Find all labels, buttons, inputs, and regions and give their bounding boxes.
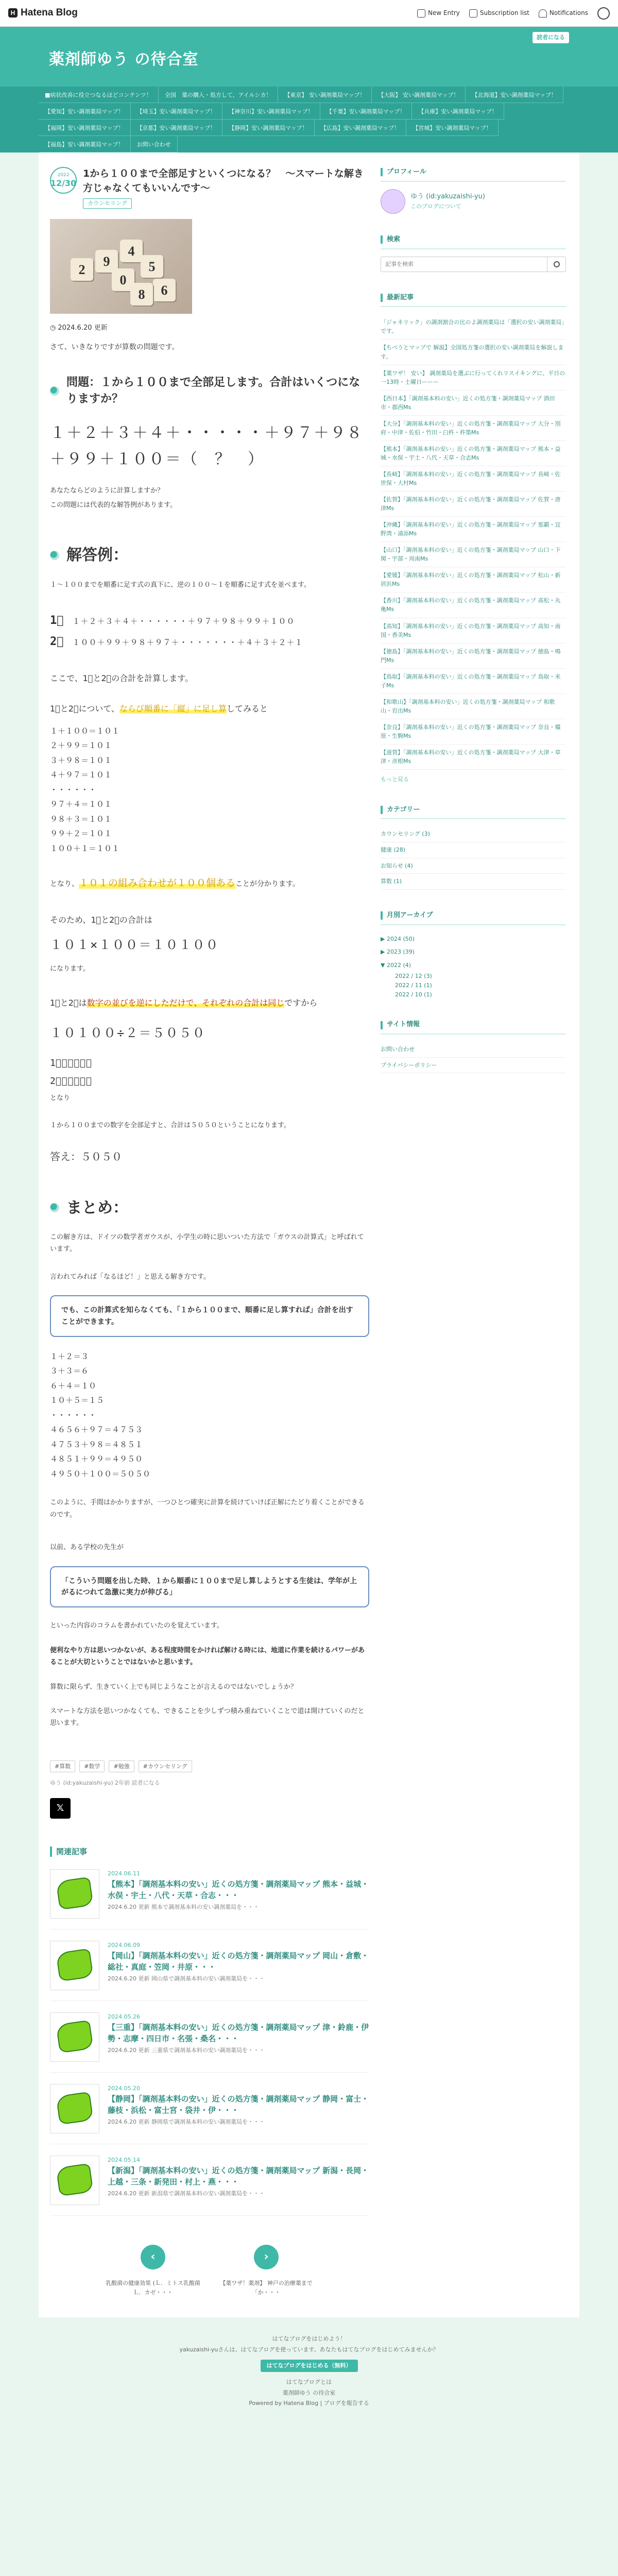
profile-avatar[interactable] <box>381 189 405 214</box>
recent-item[interactable]: 【奈良】「調剤基本料の安い」近くの処方箋・調剤薬局マップ 奈良・橿原・生駒Ms <box>381 719 566 744</box>
related-item[interactable] <box>50 2084 369 2144</box>
related-title[interactable]: 【岡山】「調剤基本料の安い」近くの処方箋・調剤薬局マップ 岡山・倉敷・総社・真庭・笠岡・井原・・・ <box>108 1951 369 1972</box>
dice-digit-4: 4 <box>120 240 143 262</box>
hatena-global-bar <box>0 0 618 27</box>
category-heading <box>381 805 566 820</box>
footer-powered-by: Powered by Hatena Blog | ブログを報告する <box>249 2400 369 2407</box>
pencil-icon <box>417 9 425 18</box>
archive-heading-text: 月別アーカイブ <box>387 911 433 919</box>
sum-row: ４９５０＋１００＝５０５０ <box>50 1469 151 1479</box>
recent-item[interactable]: 【薬ワザ！ 安い】 調剤薬局を選ぶに行ってくれリスイキングに、平日の一13時・土曜日ーーー <box>381 365 566 391</box>
pairs-highlight: １０１の組み合わせが１００個ある <box>79 877 236 889</box>
related-date: 2024.05.20 <box>108 2084 140 2092</box>
recent-item[interactable]: 【長崎】「調剤基本料の安い」近くの処方箋・調剤薬局マップ 長崎・佐世保・大村Ms <box>381 466 566 492</box>
answer-heading <box>50 544 369 567</box>
pair-row: ９７＋４＝１０１ <box>50 800 112 809</box>
nav-item[interactable]: 【埼玉】安い調剤薬局マップ！ <box>131 103 223 120</box>
total-tail: になります。 <box>50 965 90 973</box>
half-lead-highlight: 数字の並びを逆にしただけで、それぞれの合計は同じ <box>87 997 285 1008</box>
pairs-summary <box>50 874 369 892</box>
half-formula: １０１００÷２＝５０５０ <box>50 1026 206 1041</box>
site-info-link[interactable]: プライバシーポリシー <box>381 1058 566 1074</box>
archive-list <box>381 933 566 999</box>
summary-text-4: 以前、ある学校の先生が <box>50 1544 124 1552</box>
recent-item[interactable]: 【西日本】「調剤基本料の安い」近くの処方箋・調剤薬局マップ 酒田市・郡西Ms <box>381 391 566 416</box>
summary-text-1: この解き方は、ドイツの数学者ガウスが、小学生の時に思いついた方法で「ガウスの計算式」と呼ばれています。 <box>50 1233 364 1253</box>
related-item[interactable] <box>50 2156 369 2216</box>
sum-row: １＋２＝３ <box>50 1351 89 1361</box>
pairs-tail: ことが分かります。 <box>235 880 300 889</box>
related-date: 2024.05.14 <box>108 2156 140 2163</box>
recent-item[interactable]: 【滋賀】「調剤基本料の安い」近くの処方箋・調剤薬局マップ 大津・草津・彦根Ms <box>381 744 566 770</box>
nav-item[interactable]: 【愛知】安い調剤薬局マップ！ <box>39 103 131 120</box>
pair-row: ２＋９９＝１０１ <box>50 741 112 751</box>
heading-dot-icon <box>50 386 59 396</box>
heading-bar <box>381 1021 383 1029</box>
related-thumbnail <box>50 2156 99 2205</box>
archive-heading <box>381 910 566 925</box>
search-icon <box>554 261 560 267</box>
hatena-logo-text: Hatena Blog <box>21 7 78 19</box>
category-item[interactable]: お知らせ (4) <box>381 858 566 874</box>
archive-year[interactable]: ▶ 2023 (39) <box>381 948 415 956</box>
summary-text-6: 便利なやり方は思いつかないが、ある程度時間をかければ解ける時には、地道に作業を続けるパワーがあることが大切ということではないかと思います。 <box>50 1646 365 1667</box>
answer-text-2: ここで、1⃣と2⃣の合計を計算します。 <box>50 673 193 684</box>
date-year: 2022 <box>57 173 70 178</box>
nav-item[interactable]: お問い合わせ <box>131 136 178 152</box>
recent-item[interactable]: 【愛媛】「調剤基本料の安い」近くの処方箋・調剤薬局マップ 松山・新居浜Ms <box>381 567 566 592</box>
author-line: ゆう (id:yakuzaishi-yu) 2年前 読者になる <box>50 1780 160 1787</box>
related-desc: 2024.6.20 更新 三重県で調剤基本料の安い調剤薬局を・・・ <box>108 2046 265 2054</box>
summary-heading-text: まとめ： <box>66 1198 128 1217</box>
eyecatch-image <box>50 219 192 314</box>
then-text: そのため、1⃣と2⃣の合計は <box>50 914 152 925</box>
new-entry-link[interactable] <box>417 8 460 18</box>
blog-header <box>0 27 618 87</box>
subscribe-button[interactable]: 読者になる <box>533 32 569 43</box>
pair-row: ４＋９７＝１０１ <box>50 770 112 780</box>
date-month-day: 12/30 <box>50 178 77 188</box>
pair-row: ９９＋２＝１０１ <box>50 829 112 839</box>
tag-link[interactable]: #数学 <box>79 1760 105 1773</box>
footer-blog-title[interactable]: 薬剤師ゆう の待合室 <box>282 2389 336 2396</box>
map-shape-icon <box>56 2092 93 2125</box>
summary-text-2: 言われてみれば「なるほど！」と思える解き方です。 <box>50 1273 210 1281</box>
summary-heading <box>50 1197 369 1219</box>
tag-list <box>50 1760 369 1773</box>
category-item[interactable]: 算数 (1) <box>381 874 566 890</box>
equation-2-label: 2⃣ <box>50 635 64 649</box>
nav-item[interactable]: 【大阪】 安い調剤薬局マップ！ <box>372 87 466 103</box>
archive-month[interactable]: 2022 / 10 (1) <box>395 991 432 998</box>
profile-module <box>381 167 566 214</box>
question-heading <box>50 375 369 408</box>
pair-row: ・・・・・・ <box>50 785 97 794</box>
notifications-link[interactable] <box>539 8 588 18</box>
related-thumbnail <box>50 2012 99 2062</box>
related-date: 2024.06.09 <box>108 1941 140 1948</box>
map-shape-icon <box>56 1877 93 1910</box>
half-lead-1: 1⃣と2⃣は <box>50 997 87 1008</box>
recent-item[interactable]: 【山口】「調剤基本料の安い」近くの処方箋・調剤薬局マップ 山口・下関・宇部・周南Ms <box>381 542 566 567</box>
recent-module <box>381 293 566 784</box>
sidebar <box>381 152 566 2297</box>
user-avatar-icon[interactable] <box>597 7 610 20</box>
tag-link[interactable]: #勉強 <box>109 1760 134 1773</box>
nav-item[interactable]: 【福島】安い調剤薬局マップ！ <box>39 136 131 152</box>
recent-item[interactable]: 「ジャネリック」の調剤割合の比のよ調剤薬局は「選択の安い調剤薬局」です。 <box>381 314 566 340</box>
related-item[interactable] <box>50 1869 369 1929</box>
quote-box-1: でも、この計算式を知らなくても、「１から１００まで、順番に足し算すれば」合計を出すことができます。 <box>50 1295 369 1337</box>
dice-digit-9: 9 <box>95 250 118 273</box>
related-thumbnail <box>50 1941 99 1990</box>
archive-module <box>381 910 566 999</box>
category-heading-text: カテゴリー <box>387 805 420 814</box>
related-body <box>108 1941 369 1990</box>
search-heading-text: 検索 <box>387 235 401 243</box>
heading-dot-icon <box>50 551 59 560</box>
article-title[interactable]: 1から１００まで全部足すといくつになる？ 〜スマートな解き方じゃなくてもいいんです〜 <box>83 168 364 194</box>
related-body <box>108 1869 369 1919</box>
related-body <box>108 2012 369 2062</box>
recent-item[interactable]: 【沖縄】「調剤基本料の安い」近くの処方箋・調剤薬局マップ 那覇・宜野湾・浦添Ms <box>381 517 566 542</box>
summary-text-5: といった内容のコラムを書かれていたのを覚えています。 <box>50 1622 224 1630</box>
equation-1-label: 1⃣ <box>50 614 64 627</box>
dice-digit-2: 2 <box>71 258 93 281</box>
nav-item[interactable]: 全国 薬の購入・処方して、アイルシカ！ <box>159 87 279 103</box>
summary-text-7: 算数に限らず、生きていく上でも同じようなことが言えるのではないでしょうか？ <box>50 1683 297 1691</box>
tag-link[interactable]: #算数 <box>50 1760 75 1773</box>
notifications-label: Notifications <box>549 9 588 16</box>
archive-year[interactable]: ▶ 2024 (50) <box>381 935 415 942</box>
nav-item[interactable]: 【京都】安い調剤薬局マップ！ <box>131 120 223 136</box>
heading-bar <box>381 806 383 814</box>
answer-line: 答え：５０５０ <box>50 1150 122 1163</box>
sum-lead-highlight: ならび順番に「縦」に足し算 <box>119 704 227 714</box>
prev-article-link[interactable] <box>101 2245 204 2297</box>
site-info-list <box>381 1042 566 1073</box>
sum-row: １０＋５＝１５ <box>50 1396 105 1405</box>
sum-row: ４８５１＋９９＝４９５０ <box>50 1454 143 1464</box>
footer-line-1: はてなブログをはじめよう！ <box>272 2335 346 2343</box>
summary-text-8: スマートな方法を思いつかなくても、できることを少しずつ積み重ねていくことで道は開けていくのだと思います。 <box>50 1707 365 1727</box>
bookmark-icon <box>469 9 477 18</box>
answer-text-1: １〜１００までを順番に足す式の真下に、逆の１００〜１を順番に足す式を並べます。 <box>50 581 311 589</box>
profile-name[interactable]: ゆう (id:yakuzaishi-yu) <box>410 192 485 200</box>
tag-link[interactable]: #カウンセリング <box>139 1760 192 1773</box>
clock-icon: ◷ <box>50 324 56 332</box>
footer <box>0 2317 618 2430</box>
nav-item[interactable]: 【千葉】安い調剤薬局マップ！ <box>320 103 413 120</box>
about-blog-link[interactable]: このブログについて <box>410 203 461 210</box>
related-date: 2024.06.11 <box>108 1870 140 1877</box>
half-lead-2: ですから <box>284 997 318 1008</box>
x-share-button[interactable]: 𝕏 <box>50 1798 71 1819</box>
category-list <box>381 826 566 889</box>
hatena-logo-icon: H <box>8 8 18 18</box>
nav-item[interactable]: 【静岡】安い調剤薬局マップ！ <box>222 120 315 136</box>
related-title[interactable]: 【静岡】「調剤基本料の安い」近くの処方箋・調剤薬局マップ 静岡・富士・藤枝・浜松・富士宮・袋井・伊・・・ <box>108 2094 369 2115</box>
recent-item[interactable]: 【佐賀】「調剤基本料の安い」近くの処方箋・調剤薬局マップ 佐賀・唐津Ms <box>381 492 566 517</box>
summary-text-3: このように、手間はかかりますが、一つひとつ確実に計算を続けていけば正解にたどり着くことができるのです。 <box>50 1499 365 1519</box>
category-module <box>381 805 566 890</box>
site-info-module <box>381 1020 566 1073</box>
pair-row: １＋１００＝１０１ <box>50 726 120 736</box>
sum-lead-1: 1⃣と2⃣について、 <box>50 704 119 714</box>
blog-title[interactable]: 薬剤師ゆう の待合室 <box>49 50 199 69</box>
search-module <box>381 234 566 272</box>
recent-item[interactable]: 【ちべうとマップで 解説】全国処方箋の選択の安い調剤薬局を解説します。 <box>381 340 566 365</box>
start-blog-button[interactable]: はてなブログをはじめる（無料） <box>261 2360 358 2372</box>
recent-list <box>381 314 566 770</box>
heading-bar <box>381 294 383 302</box>
related-heading <box>50 1845 369 1858</box>
site-info-link[interactable]: お問い合わせ <box>381 1042 566 1058</box>
archive-year[interactable]: ▼ 2022 (4) <box>381 961 411 969</box>
answer-heading-text: 解答例： <box>66 546 128 565</box>
more-link[interactable]: もっと見る <box>381 776 409 783</box>
nav-item[interactable]: 【北海道】安い調剤薬局マップ！ <box>466 87 563 103</box>
search-button[interactable] <box>547 257 566 272</box>
subscription-list-link[interactable] <box>469 8 529 18</box>
dice-digit-8: 8 <box>130 283 153 306</box>
intro-text: さて、いきなりですが算数の問題です。 <box>50 343 179 352</box>
equation-2 <box>50 633 369 651</box>
related-desc: 2024.6.20 更新 岡山県で調剤基本料の安い調剤薬局を・・・ <box>108 1975 265 1982</box>
related-item[interactable] <box>50 1941 369 2001</box>
half-lead <box>50 996 369 1011</box>
sum-lead-2: してみると <box>226 704 268 714</box>
subscription-label: Subscription list <box>479 9 529 16</box>
about-hatena-blog-link[interactable]: はてなブログとは <box>286 2378 332 2385</box>
archive-month[interactable]: 2022 / 11 (1) <box>395 982 432 989</box>
sum-lead <box>50 702 369 717</box>
nav-item[interactable]: ■病状改善に役立つなるほどコンテンツ！ <box>39 87 159 103</box>
pair-row: ３＋９８＝１０１ <box>50 755 112 765</box>
related-thumbnail <box>50 2084 99 2133</box>
chevron-left-icon: ‹ <box>141 2245 165 2269</box>
heading-bar <box>381 168 383 176</box>
next-article-title: 【薬ワザ！薬剤】 神戸の治療薬まで「か・・・ <box>220 2279 313 2296</box>
global-nav <box>0 87 618 152</box>
nav-item[interactable]: 【宮城】安い調剤薬局マップ！ <box>406 120 499 136</box>
map-shape-icon <box>56 1948 93 1982</box>
map-shape-icon <box>56 2163 93 2197</box>
related-body <box>108 2084 369 2133</box>
next-article-link[interactable] <box>215 2245 318 2297</box>
related-title[interactable]: 【熊本】「調剤基本料の安い」近くの処方箋・調剤薬局マップ 熊本・益城・水俣・宇土・八代・天草・合志・・・ <box>108 1879 369 1901</box>
heading-bar <box>381 235 383 244</box>
question-text-1: あなたならどのように計算しますか？ <box>50 487 164 495</box>
sequential-sum-list <box>50 1349 369 1482</box>
updated-date-text: 2024.6.20 更新 <box>58 324 108 332</box>
date-badge <box>50 167 77 194</box>
dice-digit-5: 5 <box>141 255 163 278</box>
profile-heading <box>381 167 566 182</box>
chevron-right-icon: › <box>254 2245 279 2269</box>
related-body <box>108 2156 369 2205</box>
search-heading <box>381 234 566 249</box>
recent-item[interactable]: 【鳥取】「調剤基本料の安い」近くの処方箋・調剤薬局マップ 鳥取・米子Ms <box>381 669 566 694</box>
pager <box>50 2245 369 2297</box>
heading-dot-icon <box>50 1203 59 1212</box>
equation-2-text: １００＋９９＋９８＋９７＋・・・・・・・＋４＋３＋２＋１ <box>64 638 303 648</box>
result-tail: となり <box>50 1094 71 1102</box>
question-formula: １＋２＋３＋４＋・・・・・＋９７＋９８＋９９＋１００＝（ ？ ） <box>50 424 363 469</box>
profile-heading-text: プロフィール <box>387 168 426 176</box>
nav-item[interactable]: 【兵庫】安い調剤薬局マップ！ <box>412 103 504 120</box>
heading-bar <box>50 1846 52 1857</box>
nav-item[interactable]: 【広島】安い調剤薬局マップ！ <box>315 120 407 136</box>
related-desc: 2024.6.20 更新 熊本で調剤基本料の安い調剤薬局を・・・ <box>108 1903 259 1910</box>
pair-row: １００＋１＝１０１ <box>50 843 120 853</box>
related-desc: 2024.6.20 更新 新潟県で調剤基本料の安い調剤薬局を・・・ <box>108 2190 265 2197</box>
search-input[interactable] <box>381 257 547 272</box>
pairs-lead: となり、 <box>50 880 79 889</box>
result-1: 1⃣＝５０５０ <box>50 1058 92 1069</box>
recent-item[interactable]: 【高知】「調剤基本料の安い」近くの処方箋・調剤薬局マップ 高知・南国・香美Ms <box>381 618 566 643</box>
sum-row: ４７５３＋９８＝４８５１ <box>50 1439 143 1449</box>
result-2: 2⃣＝５０５０ <box>50 1075 92 1087</box>
nav-item[interactable]: 【福岡】安い調剤薬局マップ！ <box>39 120 131 136</box>
main-column <box>50 152 369 2297</box>
recent-heading <box>381 293 566 308</box>
related-list <box>50 1869 369 2216</box>
quote-box-2: 「こういう問題を出した時、１から順番に１００まで足し算しようとする生徒は、学年が上がるにつれて急激に実力が伸びる」 <box>50 1566 369 1608</box>
recent-item[interactable]: 【熊本】「調剤基本料の安い」近くの処方箋・調剤薬局マップ 熊本・益城・水俣・宇土・八代・天草・合志Ms <box>381 441 566 466</box>
article-header <box>50 167 369 209</box>
article-category-link[interactable]: カウンセリング <box>83 198 132 209</box>
dice-digit-0: 0 <box>112 268 134 291</box>
equation-1 <box>50 612 369 630</box>
pair-row: ９８＋３＝１０１ <box>50 814 112 824</box>
question-heading-text: 問題：１から１００まで全部足します。合計はいくつになりますか？ <box>66 376 360 406</box>
question-text-2: この問題には代表的な解答例があります。 <box>50 501 177 509</box>
related-thumbnail <box>50 1869 99 1919</box>
category-item[interactable]: 健康 (28) <box>381 842 566 858</box>
recent-item[interactable]: 【和歌山】「調剤基本料の安い」近くの処方箋・調剤薬局マップ 和歌山・岩出Ms <box>381 694 566 719</box>
sum-row: ３＋３＝６ <box>50 1366 89 1376</box>
recent-item[interactable]: 【大分】「調剤基本料の安い」近くの処方箋・調剤薬局マップ 大分・別府・中津・佐伯・竹田・臼杵・杵築Ms <box>381 416 566 441</box>
heading-bar <box>381 911 383 920</box>
related-heading-text: 関連記事 <box>56 1846 88 1856</box>
recent-item[interactable]: 【徳島】「調剤基本料の安い」近くの処方箋・調剤薬局マップ 徳島・鳴門Ms <box>381 643 566 669</box>
map-shape-icon <box>56 2020 93 2054</box>
related-title[interactable]: 【新潟】「調剤基本料の安い」近くの処方箋・調剤薬局マップ 新潟・長岡・上越・三条・新発田・村上・燕・・・ <box>108 2165 369 2187</box>
recent-heading-text: 最新記事 <box>387 293 414 301</box>
site-info-heading-text: サイト情報 <box>387 1021 420 1029</box>
footer-line-2: yakuzaishi-yuさんは、はてなブログを使っています。あなたもはてなブログをはじめてみませんか？ <box>179 2346 439 2353</box>
bell-icon <box>539 9 547 18</box>
dice-digit-6: 6 <box>153 279 176 301</box>
nav-item[interactable]: 【東京】 安い調剤薬局マップ！ <box>278 87 372 103</box>
pairs-list <box>50 724 369 856</box>
related-desc: 2024.6.20 更新 静岡県で調剤基本料の安い調剤薬局を・・・ <box>108 2118 265 2125</box>
hatena-logo[interactable] <box>8 5 78 21</box>
sum-row: ・・・・・・ <box>50 1410 97 1420</box>
nav-item[interactable]: 【神奈川】安い調剤薬局マップ！ <box>222 103 320 120</box>
prev-article-title: 乳酸菌の健康効果 (Ｌ．ミトス乳酸菌 Ｌ．カゼ・・・ <box>106 2279 200 2296</box>
archive-month[interactable]: 2022 / 12 (3) <box>395 973 432 980</box>
sum-row: ６＋４＝１０ <box>50 1381 97 1391</box>
sum-row: ４６５６＋９７＝４７５３ <box>50 1425 143 1435</box>
conclusion-text: １から１００までの数字を全部足すと、合計は５０５０ということになります。 <box>50 1122 290 1130</box>
site-info-heading <box>381 1020 566 1035</box>
related-date: 2024.05.26 <box>108 2013 140 2020</box>
related-item[interactable] <box>50 2012 369 2073</box>
new-entry-label: New Entry <box>427 9 460 16</box>
related-title[interactable]: 【三重】「調剤基本料の安い」近くの処方箋・調剤薬局マップ 津・鈴鹿・伊勢・志摩・四日市・名張・桑名・・・ <box>108 2022 369 2044</box>
equation-1-text: １＋２＋３＋４＋・・・・・・＋９７＋９８＋９９＋１００ <box>64 616 295 626</box>
total-formula: １０１×１００＝１０１００ <box>50 938 219 953</box>
content-wrapper <box>39 152 579 2317</box>
category-item[interactable]: カウンセリング (3) <box>381 826 566 842</box>
updated-date <box>50 323 369 334</box>
recent-item[interactable]: 【香川】「調剤基本料の安い」近くの処方箋・調剤薬局マップ 高松・丸亀Ms <box>381 592 566 618</box>
